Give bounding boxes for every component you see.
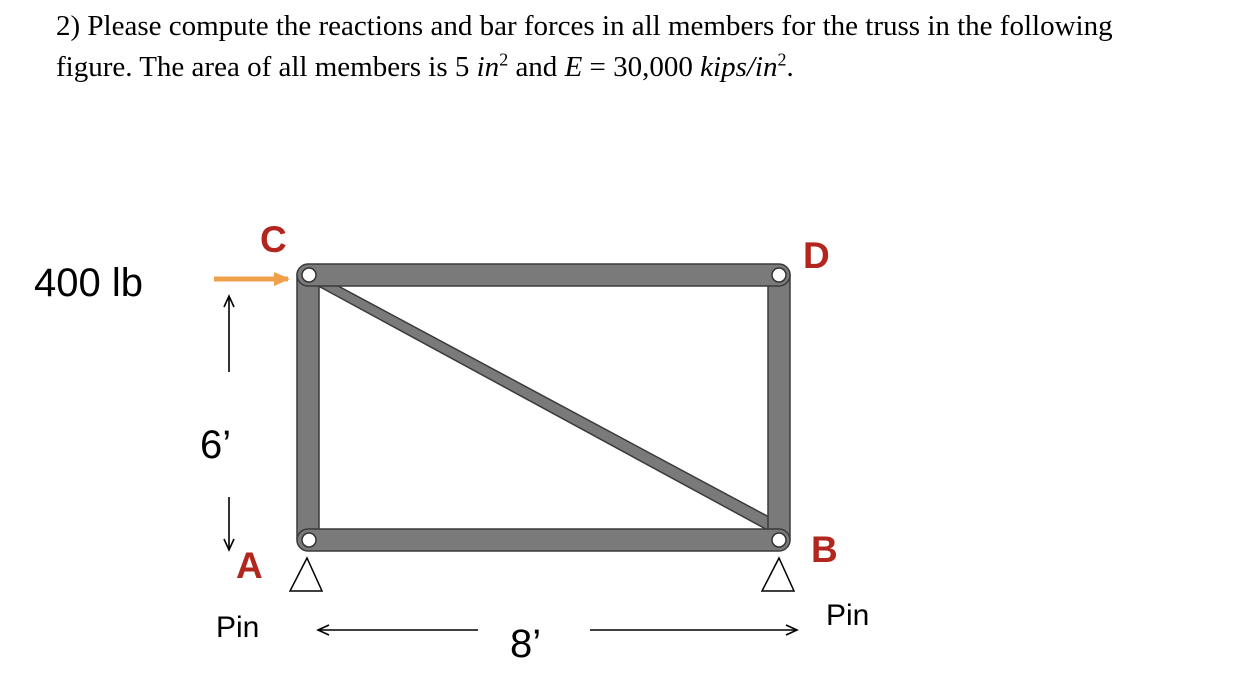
question-line-2-text: figure. The area of all members is 5 (56, 51, 477, 83)
joint-a (302, 533, 316, 547)
node-label-b: B (811, 529, 838, 570)
pin-support-a-icon (290, 558, 322, 591)
and-text: and (508, 51, 565, 83)
member-cd (297, 264, 790, 286)
joint-c (302, 268, 316, 282)
area-unit: in (476, 51, 500, 83)
modulus-unit: kips/in (700, 51, 778, 83)
support-right-label: Pin (826, 599, 870, 632)
area-exponent: 2 (499, 49, 509, 70)
question-line-1-text: 2) Please compute the reactions and bar forces in all members for the truss in the following (56, 10, 1113, 42)
member-cb (311, 280, 782, 534)
height-label: 6’ (200, 423, 232, 467)
members (297, 264, 790, 551)
period-text: . (786, 51, 794, 83)
support-left-label: Pin (216, 611, 260, 644)
width-label: 8’ (510, 622, 542, 666)
node-label-d: D (803, 235, 830, 276)
member-ca (297, 265, 319, 549)
modulus-unit-exponent: 2 (777, 49, 787, 70)
node-label-a: A (236, 545, 263, 586)
joint-d (772, 268, 786, 282)
pin-support-b-icon (762, 558, 794, 591)
node-label-c: C (260, 219, 287, 260)
joint-b (772, 533, 786, 547)
modulus-symbol: E (564, 51, 583, 83)
load-label: 400 lb (34, 261, 143, 305)
member-db (768, 265, 790, 549)
modulus-value: = 30,000 (582, 51, 701, 83)
member-ab (297, 529, 790, 551)
